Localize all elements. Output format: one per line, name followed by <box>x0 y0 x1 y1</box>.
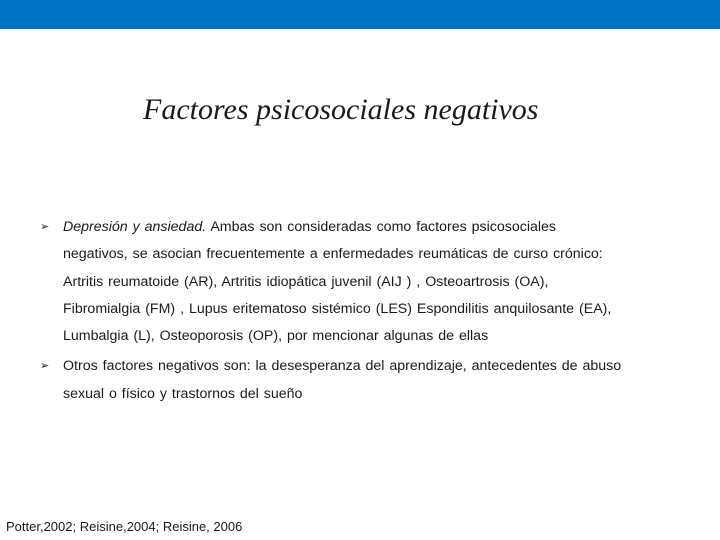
arrow-bullet-icon: ➢ <box>40 221 50 233</box>
bullet-lead: Depresión y ansiedad. <box>63 219 207 235</box>
bullet-line: Otros factores negativos son: la desesperanza del aprendizaje, antecedentes de abuso <box>63 358 622 375</box>
arrow-bullet-icon: ➢ <box>40 360 50 373</box>
bullet-item-depresion <box>40 214 680 350</box>
bullet-text: Ambas son consideradas como factores psicosociales <box>206 219 557 235</box>
bullet-line: negativos, se asocian frecuentemente a enfermedades reumáticas de curso crónico: <box>63 246 603 263</box>
bullet-line: Artritis reumatoide (AR), Artritis idiopática juvenil (AIJ ) , Osteoartrosis (OA), <box>63 273 549 290</box>
bullet-line: Fibromialgia (FM) , Lupus eritematoso sistémico (LES) Espondilitis anquilosante (EA), <box>63 300 612 317</box>
bullet-item-otros-factores <box>40 353 680 408</box>
top-accent-bar <box>0 0 720 29</box>
bullet-line: sexual o físico y trastornos del sueño <box>63 385 303 402</box>
slide-title: Factores psicosociales negativos <box>143 93 539 126</box>
citation: Potter,2002; Reisine,2004; Reisine, 2006 <box>6 519 243 534</box>
bullet-list <box>40 214 680 408</box>
bullet-line: Lumbalgia (L), Osteoporosis (OP), por mencionar algunas de ellas <box>63 328 489 345</box>
bullet-line <box>63 214 680 241</box>
